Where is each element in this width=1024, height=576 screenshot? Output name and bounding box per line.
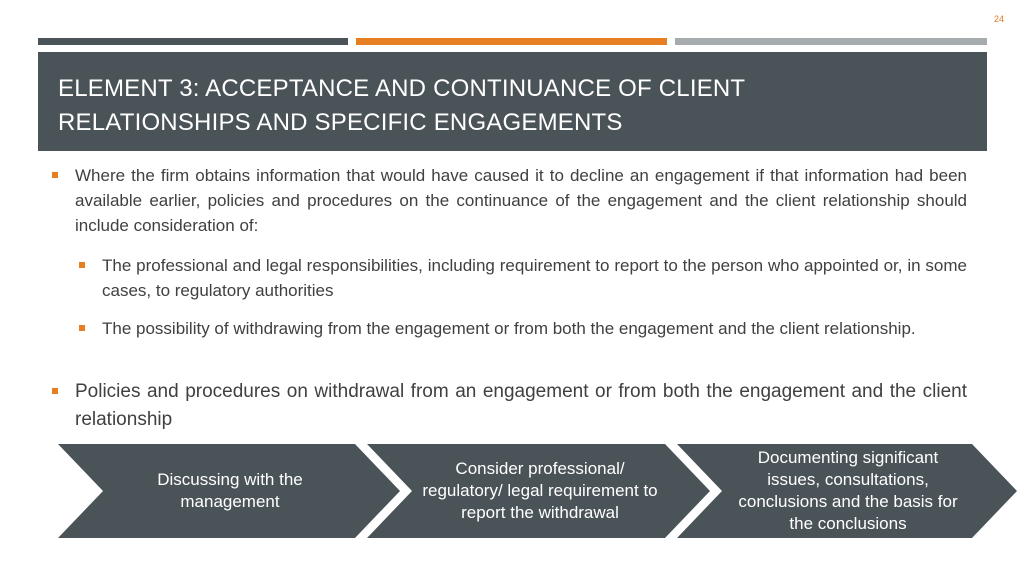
sub-bullet-item: [102, 316, 967, 341]
accent-bar-dark: [38, 38, 348, 45]
process-step-2-label: Consider professional/ regulatory/ legal requirement to report the withdrawal: [422, 459, 658, 522]
sub-bullet-item: [102, 253, 967, 303]
bullet-item: [75, 378, 967, 434]
bullet-square-icon: [52, 172, 58, 178]
slide-title: [58, 72, 987, 140]
sub-bullet-text: The professional and legal responsibilities, including requirement to report to the person who appointed or, in some cases, to regulatory authorities: [102, 256, 967, 300]
bullet-text: Where the firm obtains information that would have caused it to decline an engagement if that information had been available earlier, policies and procedures on the continuance of the engagement and the client relationship should include consideration of:: [75, 166, 967, 235]
accent-bar-orange: [356, 38, 667, 45]
process-step-1-label: Discussing with the management: [157, 470, 303, 511]
slide-title-line1: ELEMENT 3: ACCEPTANCE AND CONTINUANCE OF CLIENT: [58, 75, 746, 102]
bullet-square-icon: [79, 262, 85, 268]
bullet-square-icon: [52, 388, 58, 394]
bullet-item: [75, 163, 967, 238]
process-step-3-label: Documenting significant issues, consultations, conclusions and the basis for the conclusions: [738, 448, 958, 533]
slide-title-line2: RELATIONSHIPS AND SPECIFIC ENGAGEMENTS: [58, 109, 623, 136]
accent-bar-grey: [675, 38, 987, 45]
page-number: 24: [993, 14, 1004, 24]
bullet-text: Policies and procedures on withdrawal from an engagement or from both the engagement and the client relationship: [75, 381, 967, 430]
sub-bullet-text: The possibility of withdrawing from the engagement or from both the engagement and the client relationship.: [102, 319, 916, 338]
bullet-square-icon: [79, 325, 85, 331]
title-banner: [38, 52, 987, 151]
process-flow: [0, 444, 1024, 538]
